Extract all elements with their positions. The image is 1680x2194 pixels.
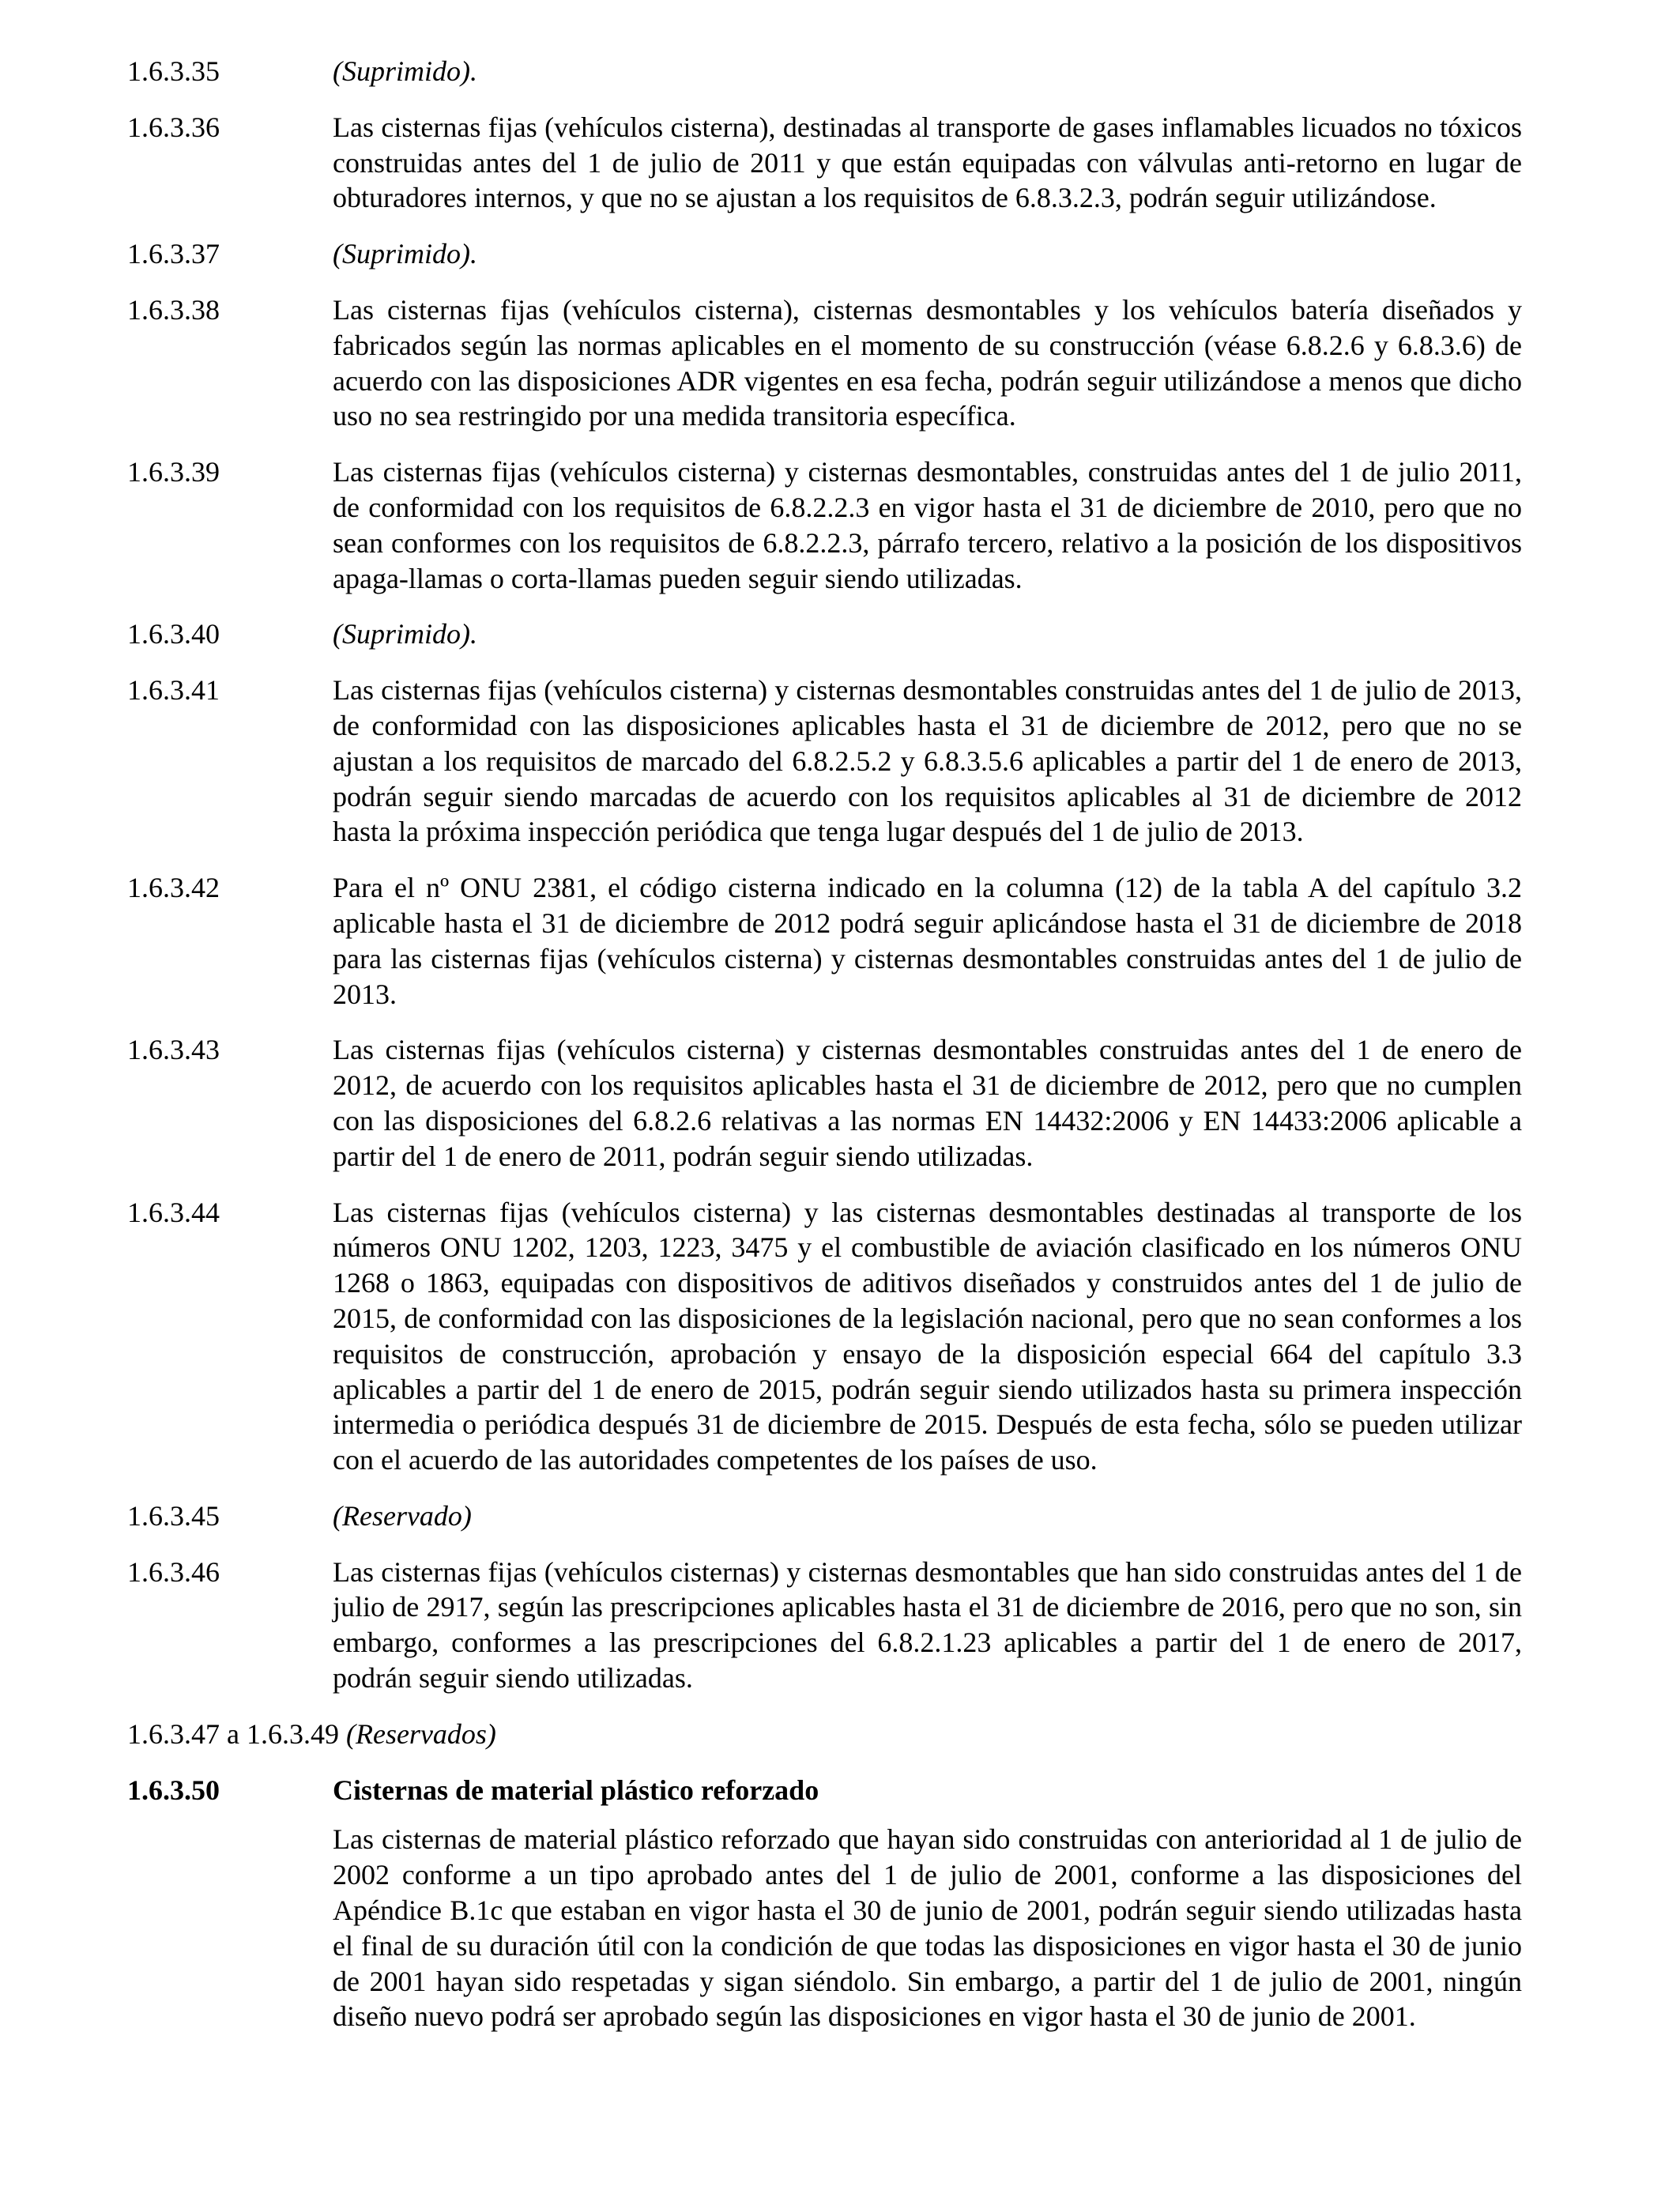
clause-number: 1.6.3.44	[127, 1196, 220, 1228]
clause-text: (Suprimido).	[333, 55, 477, 87]
clause-1-6-3-40	[127, 616, 1522, 652]
clause-text: (Suprimido).	[333, 618, 477, 650]
clause-1-6-3-38	[127, 292, 1522, 434]
clause-text: Las cisternas fijas (vehículos cisterna) y cisternas desmontables construidas antes del 1 de enero de 2012, de acuerdo con los requisitos aplicables hasta el 31 de diciembre de 2012, pero que no cumplen con las disposiciones del 6.8.2.6 relativas a las normas EN 14432:2006 y EN 14433:2006 aplicable a partir del 1 de enero de 2011, podrán seguir siendo utilizadas.	[333, 1034, 1522, 1172]
clause-text: Las cisternas fijas (vehículos cisternas) y cisternas desmontables que han sido construidas antes del 1 de julio de 2917, según las prescripciones aplicables hasta el 31 de diciembre de 2016, pero que no son, sin embargo, conformes a las prescripciones del 6.8.2.1.23 aplicables a partir del 1 de enero de 2017, podrán seguir siendo utilizadas.	[333, 1555, 1522, 1695]
clause-1-6-3-39	[127, 454, 1522, 596]
clause-1-6-3-45	[127, 1498, 1522, 1534]
clause-number: 1.6.3.40	[127, 618, 220, 650]
clause-1-6-3-42	[127, 870, 1522, 1012]
clause-text: Las cisternas fijas (vehículos cisterna) y cisternas desmontables, construidas antes del 1 de julio 2011, de conformidad con los requisitos de 6.8.2.2.3 en vigor hasta el 31 de diciembre de 2010, pero que no sean conformes con los requisitos de 6.8.2.2.3, párrafo tercero, relativo a la posición de los dispositivos apaga-llamas o corta-llamas pueden seguir siendo utilizadas.	[333, 456, 1522, 594]
clause-1-6-3-36	[127, 110, 1522, 216]
clause-range-text: (Reservados)	[345, 1717, 496, 1750]
clause-1-6-3-46	[127, 1555, 1522, 1696]
section-heading: Cisternas de material plástico reforzado	[333, 1774, 819, 1806]
clause-1-6-3-37	[127, 236, 1522, 272]
clause-text: Las cisternas fijas (vehículos cisterna) y las cisternas desmontables destinadas al transporte de los números ONU 1202, 1203, 1223, 3475 y el combustible de aviación clasificado en los números ONU 1268 o 1863, equipadas con dispositivos de aditivos diseñados y construidos antes del 1 de julio de 2015, de conformidad con las disposiciones de la legislación nacional, pero que no sean conformes a los requisitos de construcción, aprobación y ensayo de la disposición especial 664 del capítulo 3.3 aplicables a partir del 1 de enero de 2015, podrán seguir siendo utilizados hasta su primera inspección intermedia o periódica después 31 de diciembre de 2015. Después de esta fecha, sólo se pueden utilizar con el acuerdo de las autoridades competentes de los países de uso.	[333, 1196, 1522, 1476]
clause-number: 1.6.3.50	[127, 1774, 220, 1806]
clause-1-6-3-44	[127, 1195, 1522, 1478]
section-paragraph: Las cisternas de material plástico reforzado que hayan sido construidas con anterioridad al 1 de julio de 2002 conforme a un tipo aprobado antes del 1 de julio de 2001, conforme a las disposiciones del Apéndice B.1c que estaban en vigor hasta el 30 de junio de 2001, podrán seguir siendo utilizadas hasta el final de su duración útil con la condición de que todas las disposiciones en vigor hasta el 30 de junio de 2001 hayan sido respetadas y sigan siéndolo. Sin embargo, a partir del 1 de julio de 2001, ningún diseño nuevo podrá ser aprobado según las disposiciones en vigor hasta el 30 de junio de 2001.	[333, 1823, 1522, 2033]
clause-number: 1.6.3.37	[127, 238, 220, 270]
clause-1-6-3-50	[127, 1773, 1522, 1808]
clause-number: 1.6.3.39	[127, 456, 220, 488]
clause-text: Las cisternas fijas (vehículos cisterna), cisternas desmontables y los vehículos batería diseñados y fabricados según las normas aplicables en el momento de su construcción (véase 6.8.2.6 y 6.8.3.6) de acuerdo con las disposiciones ADR vigentes en esa fecha, podrán seguir utilizándose a menos que dicho uso no sea restringido por una medida transitoria específica.	[333, 293, 1522, 432]
clause-number: 1.6.3.36	[127, 111, 220, 143]
clause-number: 1.6.3.43	[127, 1034, 220, 1066]
clause-number: 1.6.3.35	[127, 55, 220, 87]
clause-range-1-6-3-47-49	[127, 1717, 1522, 1752]
clause-1-6-3-43	[127, 1032, 1522, 1174]
clause-text: Las cisternas fijas (vehículos cisterna), destinadas al transporte de gases inflamables licuados no tóxicos construidas antes del 1 de julio de 2011 y que están equipadas con válvulas anti-retorno en lugar de obturadores internos, y que no se ajustan a los requisitos de 6.8.3.2.3, podrán seguir utilizándose.	[333, 111, 1522, 214]
clause-range-number: 1.6.3.47 a 1.6.3.49	[127, 1717, 339, 1750]
clause-number: 1.6.3.46	[127, 1555, 220, 1588]
clause-1-6-3-35	[127, 54, 1522, 89]
clause-number: 1.6.3.38	[127, 293, 220, 326]
clause-text: (Suprimido).	[333, 238, 477, 270]
clause-1-6-3-41	[127, 673, 1522, 850]
clause-text: (Reservado)	[333, 1499, 472, 1532]
clause-number: 1.6.3.41	[127, 674, 220, 707]
clause-text: Para el nº ONU 2381, el código cisterna indicado en la columna (12) de la tabla A del capítulo 3.2 aplicable hasta el 31 de diciembre de 2012 podrá seguir aplicándose hasta el 31 de diciembre de 2018 para las cisternas fijas (vehículos cisterna) y cisternas desmontables construidas antes del 1 de julio de 2013.	[333, 872, 1522, 1010]
clause-number: 1.6.3.45	[127, 1499, 220, 1532]
clause-text: Las cisternas fijas (vehículos cisterna) y cisternas desmontables construidas antes del 1 de julio de 2013, de conformidad con las disposiciones aplicables hasta el 31 de diciembre de 2012, pero que no se ajustan a los requisitos de marcado del 6.8.2.5.2 y 6.8.3.5.6 aplicables a partir del 1 de enero de 2013, podrán seguir siendo marcadas de acuerdo con los requisitos aplicables al 31 de diciembre de 2012 hasta la próxima inspección periódica que tenga lugar después del 1 de julio de 2013.	[333, 674, 1522, 848]
clause-number: 1.6.3.42	[127, 872, 220, 904]
